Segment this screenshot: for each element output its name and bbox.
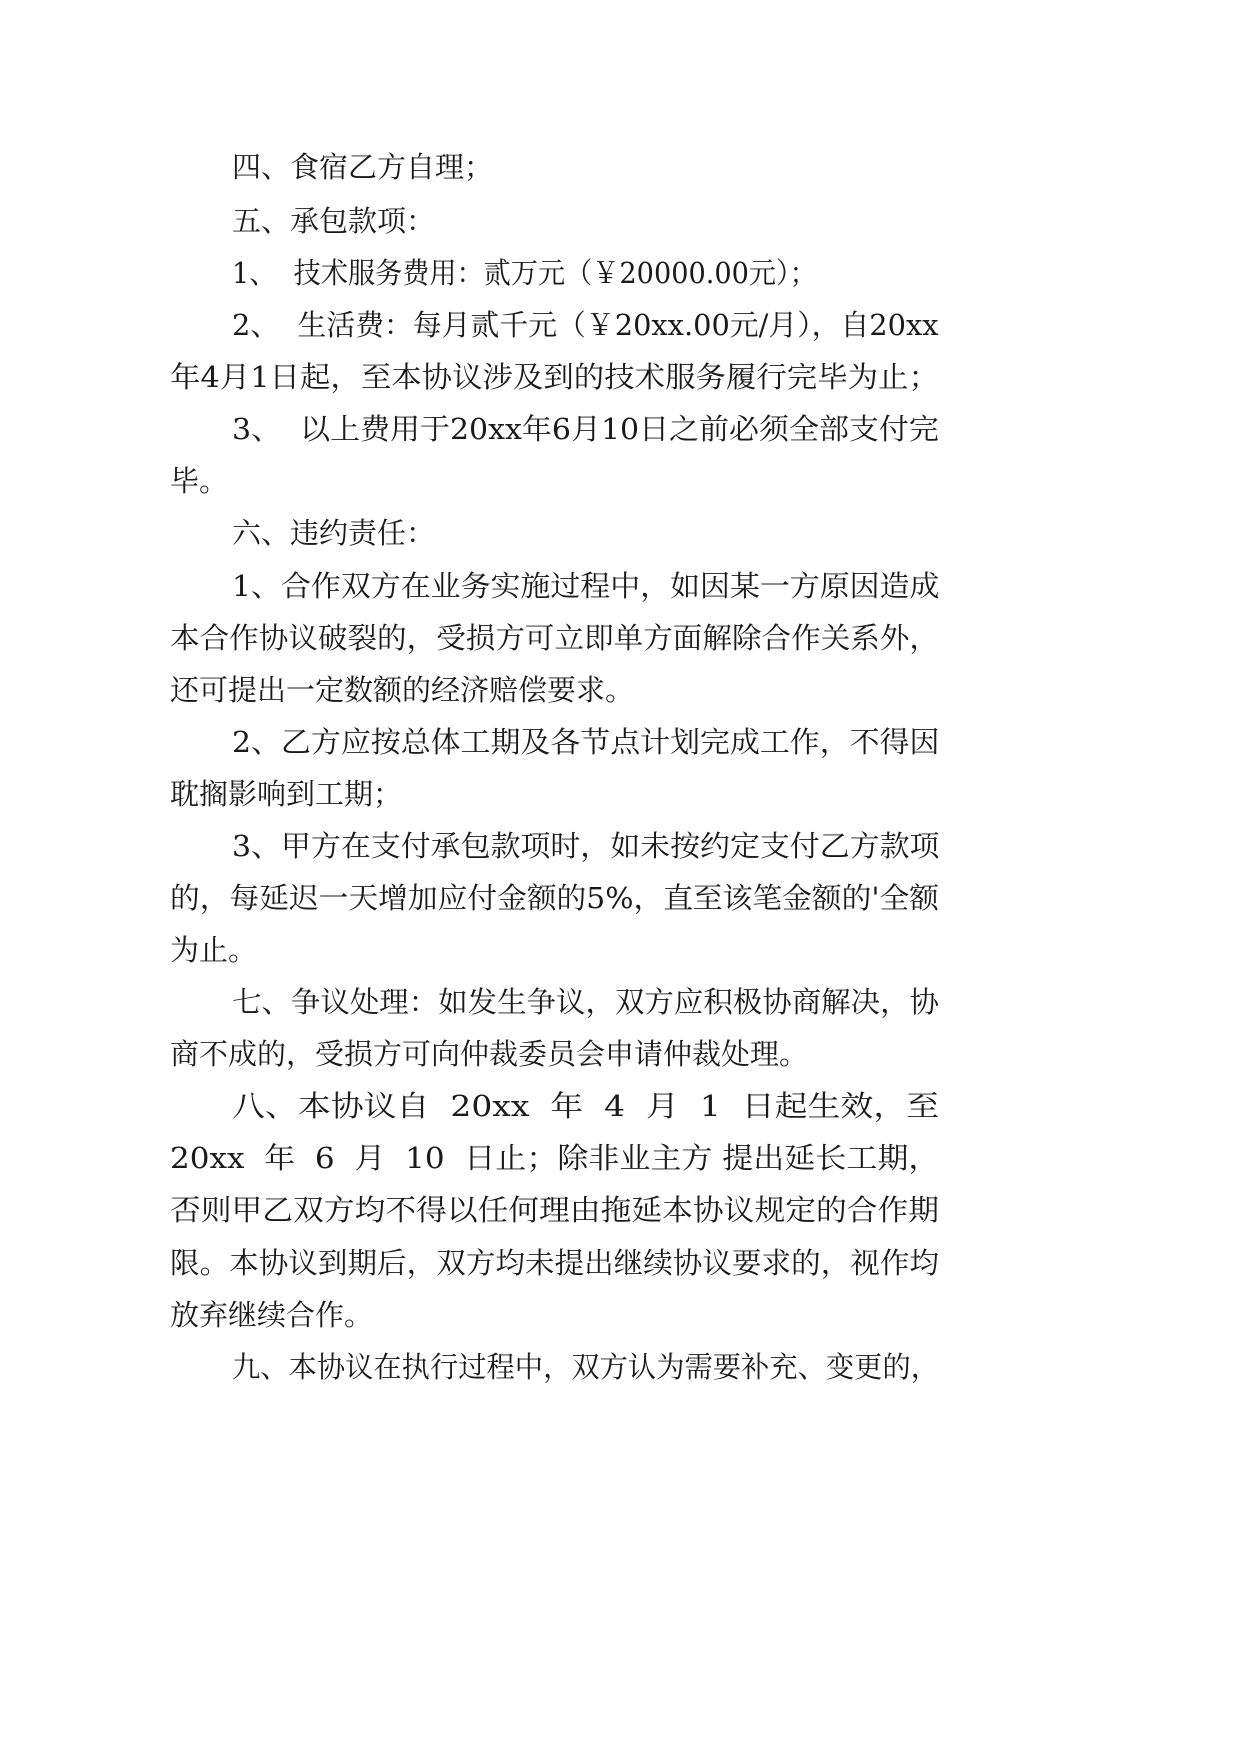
text-line: 商不成的，受损方可向仲裁委员会申请仲裁处理。 xyxy=(170,1037,809,1071)
text-line: 五、承包款项： xyxy=(232,204,436,238)
text-line: 七、争议处理：如发生争议，双方应积极协商解决，协 xyxy=(232,985,940,1019)
text-line: 还可提出一定数额的经济赔偿要求。 xyxy=(170,673,635,707)
text-line: 八、本协议自 20xx 年 4 月 1 日起生效，至 xyxy=(232,1089,940,1123)
text-line: 年4月1日起，至本协议涉及到的技术服务履行完毕为止； xyxy=(170,360,939,394)
text-line: 本合作协议破裂的，受损方可立即单方面解除合作关系外， xyxy=(170,621,940,655)
text-line: 2、 生活费：每月贰千元（￥20xx.00元/月），自20xx xyxy=(232,308,939,342)
text-line: 九、本协议在执行过程中，双方认为需要补充、变更的， xyxy=(232,1350,940,1384)
text-line: 3、 以上费用于20xx年6月10日之前必须全部支付完 xyxy=(232,412,939,446)
text-line: 20xx 年 6 月 10 日止；除非业主方 提出延长工期， xyxy=(170,1141,940,1175)
text-line: 3、甲方在支付承包款项时，如未按约定支付乙方款项 xyxy=(232,829,940,863)
text-line: 2、乙方应按总体工期及各节点计划完成工作，不得因 xyxy=(232,725,940,759)
text-line: 四、食宿乙方自理； xyxy=(232,150,494,184)
text-line: 六、违约责任： xyxy=(232,516,436,550)
text-line: 限。本协议到期后，双方均未提出继续协议要求的，视作均 xyxy=(170,1246,940,1280)
text-line: 1、 技术服务费用：贰万元（￥20000.00元）； xyxy=(232,256,817,290)
text-line: 否则甲乙双方均不得以任何理由拖延本协议规定的合作期 xyxy=(170,1193,940,1227)
text-line: 毕。 xyxy=(170,464,229,498)
text-line: 1、合作双方在业务实施过程中，如因某一方原因造成 xyxy=(232,569,940,603)
text-line: 为止。 xyxy=(170,933,258,967)
text-line: 的，每延迟一天增加应付金额的5%，直至该笔金额的'全额 xyxy=(170,881,939,915)
text-line: 耽搁影响到工期； xyxy=(170,777,403,811)
text-line: 放弃继续合作。 xyxy=(170,1298,374,1332)
